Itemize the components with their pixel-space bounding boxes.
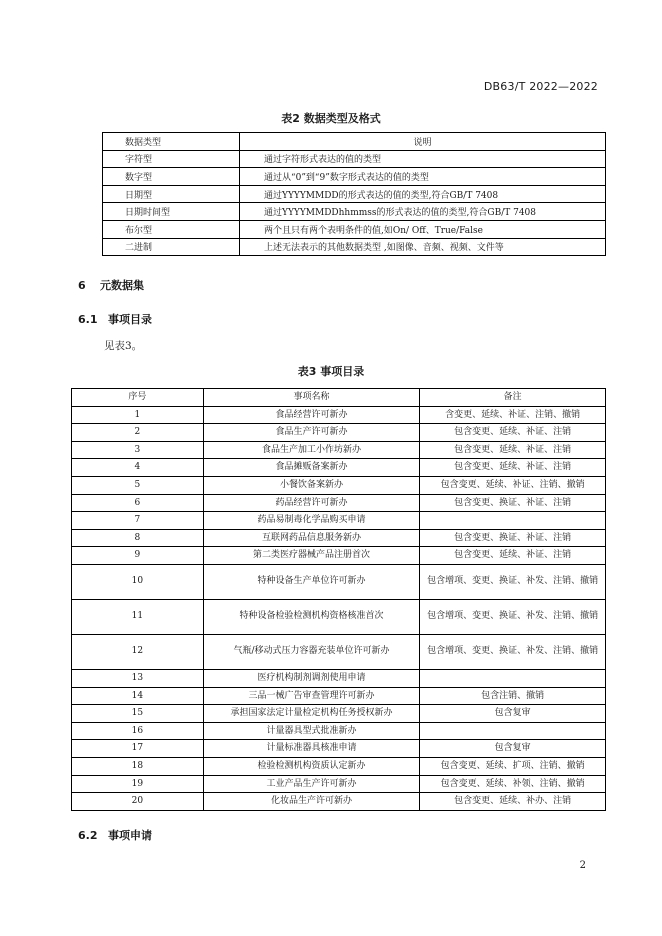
remark-cell: 含变更、延续、补证、注销、撤销 bbox=[420, 406, 606, 424]
description-cell: 通过字符形式表达的值的类型 bbox=[240, 150, 606, 168]
data-type-cell: 数字型 bbox=[103, 168, 240, 186]
table-row bbox=[72, 424, 606, 442]
table3-caption: 表3 事项目录 bbox=[297, 365, 365, 378]
item-name-cell: 特种设备检验检测机构资格核准首次 bbox=[203, 599, 420, 634]
data-type-cell: 日期型 bbox=[103, 185, 240, 203]
table-row bbox=[72, 406, 606, 424]
table-row bbox=[72, 476, 606, 494]
table-row bbox=[72, 529, 606, 547]
table-row bbox=[72, 547, 606, 565]
section-6-2-heading bbox=[78, 827, 152, 843]
data-types-table bbox=[102, 132, 606, 256]
data-type-cell: 布尔型 bbox=[103, 220, 240, 238]
section-6-heading bbox=[78, 277, 144, 293]
section-number: 6.1 bbox=[78, 313, 98, 326]
remark-cell: 包含注销、撤销 bbox=[420, 687, 606, 705]
item-name-cell: 特种设备生产单位许可新办 bbox=[203, 564, 420, 599]
table-row bbox=[103, 203, 606, 221]
remark-cell: 包含变更、延续、补办、注销 bbox=[420, 793, 606, 811]
remark-cell: 包含增项、变更、换证、补发、注销、撤销 bbox=[420, 564, 606, 599]
item-name-cell: 食品经营许可新办 bbox=[203, 406, 420, 424]
remark-cell: 包含变更、延续、补证、注销 bbox=[420, 547, 606, 565]
item-name-cell: 第二类医疗器械产品注册首次 bbox=[203, 547, 420, 565]
remark-cell: 包含变更、延续、补证、注销 bbox=[420, 441, 606, 459]
table-row bbox=[103, 168, 606, 186]
remark-cell bbox=[420, 512, 606, 530]
sequence-cell: 15 bbox=[72, 705, 204, 723]
column-header: 序号 bbox=[72, 389, 204, 407]
table-row bbox=[103, 185, 606, 203]
table-row bbox=[72, 599, 606, 634]
page-number: 2 bbox=[579, 860, 586, 871]
table2-caption: 表2 数据类型及格式 bbox=[281, 112, 381, 125]
sequence-cell: 14 bbox=[72, 687, 204, 705]
item-name-cell: 化妆品生产许可新办 bbox=[203, 793, 420, 811]
remark-cell: 包含变更、延续、补领、注销、撤销 bbox=[420, 775, 606, 793]
section-number: 6 bbox=[78, 279, 86, 292]
sequence-cell: 16 bbox=[72, 722, 204, 740]
table-header-row bbox=[103, 133, 606, 151]
table-row bbox=[103, 238, 606, 256]
item-name-cell: 气瓶/移动式压力容器充装单位许可新办 bbox=[203, 634, 420, 669]
remark-cell: 包含增项、变更、换证、补发、注销、撤销 bbox=[420, 634, 606, 669]
remark-cell: 包含变更、延续、扩项、注销、撤销 bbox=[420, 757, 606, 775]
table-row bbox=[72, 459, 606, 477]
description-cell: 上述无法表示的其他数据类型 ,如图像、音频、视频、文件等 bbox=[240, 238, 606, 256]
remark-cell: 包含复审 bbox=[420, 705, 606, 723]
sequence-cell: 7 bbox=[72, 512, 204, 530]
data-type-cell: 二进制 bbox=[103, 238, 240, 256]
remark-cell: 包含变更、延续、补证、注销 bbox=[420, 459, 606, 477]
item-name-cell: 三品一械广告审查管理许可新办 bbox=[203, 687, 420, 705]
section-number: 6.2 bbox=[78, 829, 98, 842]
item-name-cell: 检验检测机构资质认定新办 bbox=[203, 757, 420, 775]
description-cell: 通过YYYYMMDDhhmmss的形式表达的值的类型,符合GB/T 7408 bbox=[240, 203, 606, 221]
remark-cell bbox=[420, 722, 606, 740]
column-header: 备注 bbox=[420, 389, 606, 407]
sequence-cell: 20 bbox=[72, 793, 204, 811]
sequence-cell: 9 bbox=[72, 547, 204, 565]
table-row bbox=[103, 150, 606, 168]
data-type-cell: 日期时间型 bbox=[103, 203, 240, 221]
section-title: 事项目录 bbox=[108, 313, 152, 326]
table-row bbox=[72, 494, 606, 512]
table-row bbox=[72, 512, 606, 530]
sequence-cell: 13 bbox=[72, 669, 204, 687]
sequence-cell: 2 bbox=[72, 424, 204, 442]
sequence-cell: 17 bbox=[72, 740, 204, 758]
table-row bbox=[72, 669, 606, 687]
column-header: 数据类型 bbox=[103, 133, 240, 151]
table-row bbox=[72, 564, 606, 599]
description-cell: 通过从“0”到“9”数字形式表达的值的类型 bbox=[240, 168, 606, 186]
description-cell: 两个且只有两个表明条件的值,如On/ Off、True/False bbox=[240, 220, 606, 238]
remark-cell: 包含变更、换证、补证、注销 bbox=[420, 529, 606, 547]
remark-cell: 包含变更、延续、补证、注销 bbox=[420, 424, 606, 442]
item-name-cell: 食品生产加工小作坊新办 bbox=[203, 441, 420, 459]
item-name-cell: 食品摊贩备案新办 bbox=[203, 459, 420, 477]
table-row bbox=[72, 722, 606, 740]
column-header: 说明 bbox=[240, 133, 606, 151]
table-row bbox=[72, 441, 606, 459]
item-catalog-table bbox=[71, 388, 606, 811]
table-row bbox=[72, 634, 606, 669]
data-type-cell: 字符型 bbox=[103, 150, 240, 168]
remark-cell bbox=[420, 669, 606, 687]
table-header-row bbox=[72, 389, 606, 407]
section-6-1-heading bbox=[78, 311, 152, 327]
remark-cell: 包含变更、换证、补证、注销 bbox=[420, 494, 606, 512]
remark-cell: 包含增项、变更、换证、补发、注销、撤销 bbox=[420, 599, 606, 634]
sequence-cell: 8 bbox=[72, 529, 204, 547]
sequence-cell: 18 bbox=[72, 757, 204, 775]
item-name-cell: 小餐饮备案新办 bbox=[203, 476, 420, 494]
item-name-cell: 药品经营许可新办 bbox=[203, 494, 420, 512]
sequence-cell: 3 bbox=[72, 441, 204, 459]
table-row bbox=[103, 220, 606, 238]
sequence-cell: 1 bbox=[72, 406, 204, 424]
section-6-1-body: 见表3。 bbox=[104, 340, 143, 352]
sequence-cell: 10 bbox=[72, 564, 204, 599]
description-cell: 通过YYYYMMDD的形式表达的值的类型,符合GB/T 7408 bbox=[240, 185, 606, 203]
table-row bbox=[72, 775, 606, 793]
item-name-cell: 承担国家法定计量检定机构任务授权新办 bbox=[203, 705, 420, 723]
item-name-cell: 计量器具型式批准新办 bbox=[203, 722, 420, 740]
item-name-cell: 医疗机构制剂调剂使用申请 bbox=[203, 669, 420, 687]
section-title: 事项申请 bbox=[108, 829, 152, 842]
table-row bbox=[72, 793, 606, 811]
table-row bbox=[72, 740, 606, 758]
table-row bbox=[72, 757, 606, 775]
table-row bbox=[72, 687, 606, 705]
item-name-cell: 互联网药品信息服务新办 bbox=[203, 529, 420, 547]
item-name-cell: 食品生产许可新办 bbox=[203, 424, 420, 442]
sequence-cell: 12 bbox=[72, 634, 204, 669]
sequence-cell: 5 bbox=[72, 476, 204, 494]
item-name-cell: 工业产品生产许可新办 bbox=[203, 775, 420, 793]
remark-cell: 包含复审 bbox=[420, 740, 606, 758]
sequence-cell: 4 bbox=[72, 459, 204, 477]
item-name-cell: 药品易制毒化学品购买申请 bbox=[203, 512, 420, 530]
table-row bbox=[72, 705, 606, 723]
column-header: 事项名称 bbox=[203, 389, 420, 407]
section-title: 元数据集 bbox=[100, 279, 144, 292]
remark-cell: 包含变更、延续、补证、注销、撤销 bbox=[420, 476, 606, 494]
sequence-cell: 6 bbox=[72, 494, 204, 512]
sequence-cell: 19 bbox=[72, 775, 204, 793]
item-name-cell: 计量标准器具核准申请 bbox=[203, 740, 420, 758]
document-code: DB63/T 2022—2022 bbox=[483, 80, 598, 93]
sequence-cell: 11 bbox=[72, 599, 204, 634]
